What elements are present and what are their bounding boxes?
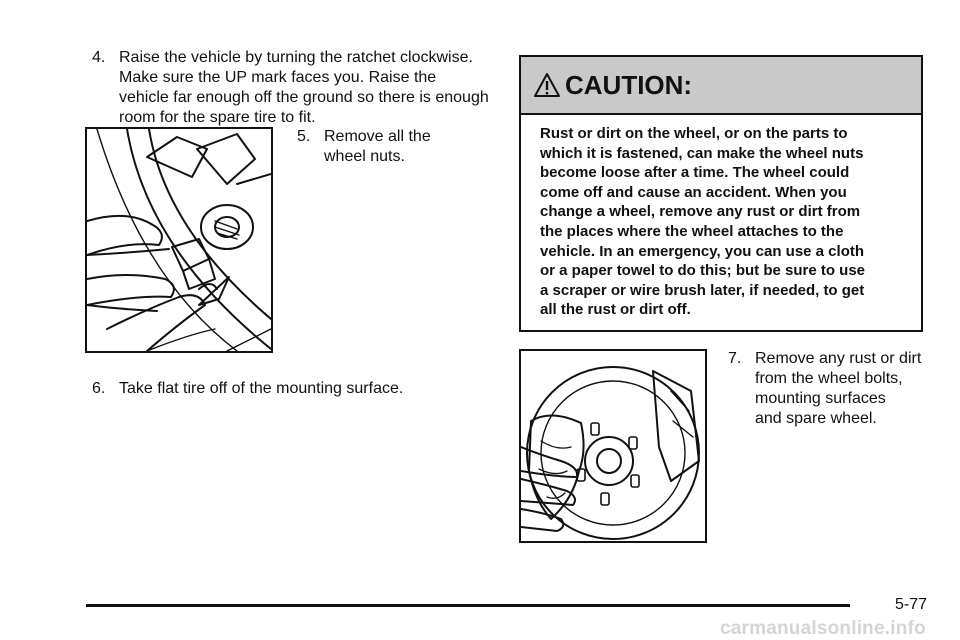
step-text bbox=[755, 349, 921, 429]
text-line: or a paper towel to do this; but be sure to use bbox=[540, 262, 866, 280]
caution-text bbox=[540, 124, 912, 320]
step-number: 7. bbox=[728, 350, 742, 367]
text-line: Rust or dirt on the wheel, or on the parts to bbox=[540, 125, 848, 142]
text-line: Take flat tire off of the mounting surface. bbox=[119, 380, 404, 397]
hand-removing-nut-icon bbox=[87, 129, 271, 351]
text-line: vehicle. In an emergency, you can use a cloth bbox=[540, 242, 865, 260]
text-line: the places where the wheel attaches to the bbox=[540, 222, 844, 240]
wheel-nut-illustration bbox=[85, 127, 273, 353]
caution-header bbox=[521, 57, 921, 115]
step-number: 6. bbox=[92, 380, 106, 397]
text-line: mounting surfaces bbox=[755, 390, 886, 407]
step-text bbox=[119, 48, 489, 128]
step-text bbox=[119, 379, 403, 399]
text-line: come off and cause an accident. When you bbox=[540, 183, 847, 201]
text-line: Remove any rust or dirt bbox=[755, 350, 922, 367]
footer-rule bbox=[86, 604, 850, 607]
text-line: Raise the vehicle by turning the ratchet clockwise. bbox=[119, 49, 473, 66]
page-number: 5-77 bbox=[895, 596, 928, 613]
text-line: which it is fastened, can make the wheel nuts bbox=[540, 144, 864, 162]
text-line: and spare wheel. bbox=[755, 410, 877, 427]
text-line: from the wheel bolts, bbox=[755, 370, 903, 387]
text-line: Make sure the UP mark faces you. Raise the bbox=[119, 69, 437, 86]
step-number: 5. bbox=[297, 128, 311, 145]
text-line: all the rust or dirt off. bbox=[540, 301, 691, 319]
text-line: become loose after a time. The wheel could bbox=[540, 164, 850, 182]
text-line: wheel nuts. bbox=[324, 148, 405, 165]
text-line: Remove all the bbox=[324, 128, 431, 145]
watermark-text: carmanualsonline.info bbox=[720, 618, 926, 639]
text-line: room for the spare tire to fit. bbox=[119, 109, 316, 126]
text-line: a scraper or wire brush later, if needed, to get bbox=[540, 281, 865, 299]
hand-cleaning-hub-icon bbox=[521, 351, 705, 541]
warning-triangle-icon bbox=[533, 71, 561, 99]
step-number: 4. bbox=[92, 49, 106, 66]
caution-title: CAUTION: bbox=[565, 70, 693, 100]
text-line: change a wheel, remove any rust or dirt from bbox=[540, 203, 861, 221]
caution-box bbox=[519, 55, 923, 332]
text-line: vehicle far enough off the ground so there is enough bbox=[119, 89, 489, 106]
step-text bbox=[324, 127, 431, 167]
hub-cleaning-illustration bbox=[519, 349, 707, 543]
